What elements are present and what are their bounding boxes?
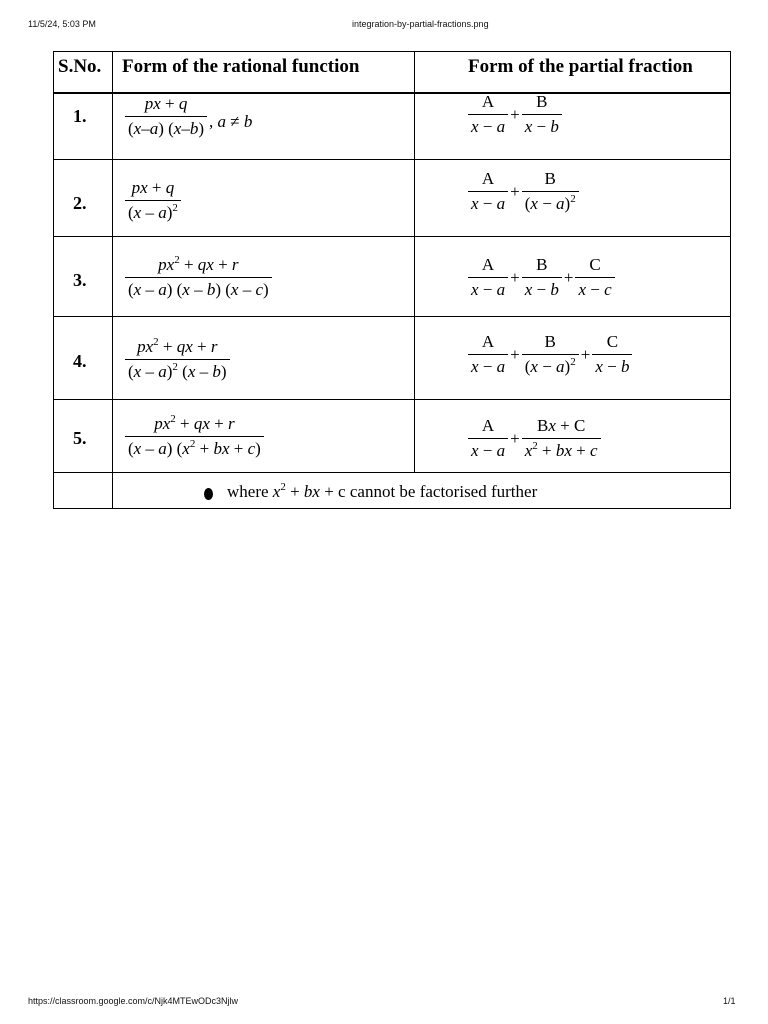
partial-fractions-table [53, 51, 731, 509]
table-border-bottom [53, 508, 731, 509]
header-sno: S.No. [58, 56, 102, 77]
print-datetime: 11/5/24, 5:03 PM [28, 19, 96, 29]
header-partial-fraction: Form of the partial fraction [468, 56, 693, 77]
fraction: $\frac{C}{x - b}$ [592, 331, 632, 378]
fraction: $\frac{B}{(x - a)^2}$ [522, 331, 579, 378]
fraction: $\frac{A}{x - a}$ [468, 168, 508, 215]
table-border-left [53, 51, 54, 509]
fraction: $\frac{A}{x - a}$ [468, 331, 508, 378]
factorisation-note: where $x^2$ + bx + c cannot be factorised further [227, 481, 538, 501]
header-rational-function: Form of the rational function [122, 56, 360, 77]
rational-function-2 [125, 177, 181, 224]
fraction: $\frac{px^2 + qx + r}{(x - a) (x - b) (x - c)}$ [125, 254, 272, 301]
rational-function-4 [125, 336, 230, 383]
column-divider [414, 51, 415, 473]
fraction: $\frac{A}{x - a}$ [468, 254, 508, 301]
numerator: px + q [144, 94, 188, 113]
fraction: $\frac{px^2 + qx + r}{(x - a)^2 (x - b)}$ [125, 336, 230, 383]
partial-fraction-1: $\frac{A}{x - a}$ + $\frac{B}{x - b}$ [468, 91, 562, 138]
fraction: $\frac{A}{x - a}$ [468, 415, 508, 462]
row-divider [53, 316, 731, 317]
fraction: $\frac{C}{x - c}$ [575, 254, 614, 301]
column-divider [112, 51, 113, 509]
table-border-top [53, 51, 731, 52]
partial-fraction-5: $\frac{A}{x - a}$ + $\frac{Bx + C}{x^2 + bx + c}$ [468, 415, 601, 462]
fraction: $\frac{A}{x - a}$ [468, 91, 508, 138]
table-border-right [730, 51, 731, 509]
print-url: https://classroom.google.com/c/Njk4MTEwODc3Njlw [28, 996, 239, 1006]
row-divider [53, 236, 731, 237]
print-filename: integration-by-partial-fractions.png [352, 19, 489, 29]
rational-function-1 [125, 93, 252, 140]
condition: , a ≠ b [209, 111, 253, 131]
partial-fraction-3: $\frac{A}{x - a}$ + $\frac{B}{x - b}$ + $\frac{C}{x - c}$ [468, 254, 615, 301]
fraction: $\frac{B}{(x - a)^2}$ [522, 168, 579, 215]
rational-function-3 [125, 254, 272, 301]
row-number: 4. [73, 351, 87, 371]
partial-fraction-4: $\frac{A}{x - a}$ + $\frac{B}{(x - a)^2}$ + $\frac{C}{x - b}$ [468, 331, 632, 378]
row-number: 2. [73, 193, 87, 213]
denominator: (x–a) (x–b) [125, 116, 207, 140]
print-page-number: 1/1 [723, 996, 736, 1006]
rational-function-5 [125, 413, 264, 460]
fraction: $\frac{B}{x - b}$ [522, 91, 562, 138]
row-number: 5. [73, 428, 87, 448]
row-divider [53, 472, 731, 473]
fraction: $\frac{px + q}{(x - a)^2}$ [125, 177, 181, 224]
fraction: $\frac{B}{x - b}$ [522, 254, 562, 301]
row-divider [53, 399, 731, 400]
partial-fraction-2: $\frac{A}{x - a}$ + $\frac{B}{(x - a)^2}$ [468, 168, 579, 215]
row-divider [53, 159, 731, 160]
row-number: 3. [73, 270, 87, 290]
fraction: $\frac{px^2 + qx + r}{(x - a) (x^2 + bx + c)}$ [125, 413, 264, 460]
row-number: 1. [73, 106, 87, 126]
bullet-icon [204, 488, 213, 500]
fraction [125, 93, 207, 140]
fraction: $\frac{Bx + C}{x^2 + bx + c}$ [522, 415, 601, 462]
